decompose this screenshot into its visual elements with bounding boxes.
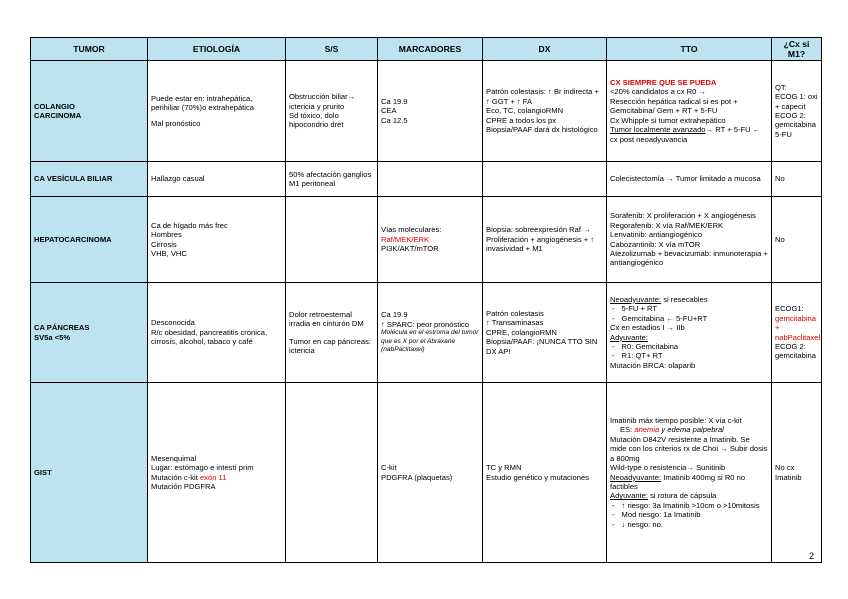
tumor-pancreas: CA PÁNCREAS SV5a <5% (31, 283, 148, 383)
row-pancreas (31, 283, 822, 383)
tto-gist: Imatinib máx tiempo posible: X vía c-kit ES: anemia y edema palpebral Mutación D842V resistente a Imatinib. Se mide con los criterios rx de Choi → Subir dosis a 800mg Wild-type o resistencia→ Sunitinib Neoadyuvante: Imatinib 400mg si R0 no factibles Adyuvante: si rotura de cápsula - ↑ riesgo: 3a Imatinib >10cm o >10mitosis - Mod riesgo: 1a Imatinib - ↓ riesgo: no. (607, 383, 772, 563)
marcadores-gist: C-kit PDGFRA (plaquetas) (378, 383, 483, 563)
row-colangio (31, 61, 822, 162)
dx-pancreas: Patrón colestasis ↑ Transaminasas CPRE, colangioRMN Biopsia/PAAF: ¡NUNCA TTO SIN DX AP! (483, 283, 607, 383)
m1-vesicula: No (772, 162, 822, 197)
marcadores-vesicula (378, 162, 483, 197)
m1-gist: No cx Imatinib (772, 383, 822, 563)
m1-hepato: No (772, 197, 822, 283)
header-tto: TTO (607, 38, 772, 61)
header-ss: S/S (286, 38, 378, 61)
etiologia-colangio: Puede estar en: intrahepática, perihiliar (70%)o extrahepática Mal pronóstico (148, 61, 286, 162)
tto-vesicula: Colecistectomía → Tumor limitado a mucosa (607, 162, 772, 197)
m1-colangio: QT: ECOG 1: oxi + capecit ECOG 2: gemcitabina 5-FU (772, 61, 822, 162)
etiologia-pancreas: Desconocida R/c obesidad, pancreatitis crónica, cirrosis, alcohol, tabaco y café (148, 283, 286, 383)
tto-colangio: CX SIEMPRE QUE SE PUEDA <20% candidatos a cx R0 → Resección hepática radical si es pot + Gemcitabina/ Gem + RT + 5-FU Cx Whipple si tumor extrahepático Tumor localmente avanzado→ RT + 5-FU ← cx post neoadyuvancia (607, 61, 772, 162)
row-hepato (31, 197, 822, 283)
header-marcadores: MARCADORES (378, 38, 483, 61)
etiologia-gist: Mesenquimal Lugar: estómago e intestí prim Mutación c-kit exón 11 Mutación PDGFRA (148, 383, 286, 563)
marcadores-hepato: Vías moleculares: Raf/MEK/ERK PI3K/AKT/mTOR (378, 197, 483, 283)
header-dx: DX (483, 38, 607, 61)
marcadores-pancreas: Ca 19.9 ↑ SPARC: peor pronóstico Molécula en el estroma del tumor que es X por el Abraxane (nabPaclitaxel) (378, 283, 483, 383)
marcadores-colangio: Ca 19.9 CEA Ca 12.5 (378, 61, 483, 162)
tumor-colangio: COLANGIO CARCINOMA (31, 61, 148, 162)
ss-vesicula: 50% afectación ganglios M1 peritoneal (286, 162, 378, 197)
header-row (31, 38, 822, 61)
header-etiologia: ETIOLOGÍA (148, 38, 286, 61)
ss-gist (286, 383, 378, 563)
row-gist (31, 383, 822, 563)
header-m1: ¿Cx si M1? (772, 38, 822, 61)
tumor-table (30, 37, 822, 563)
ss-pancreas: Dolor retroesternal irradia en cinturón DM Tumor en cap páncreas: ictericia (286, 283, 378, 383)
dx-vesicula (483, 162, 607, 197)
ss-colangio: Obstrucción biliar→ ictericia y prurito Sd tóxico, dolo hipocondrio dret (286, 61, 378, 162)
ss-hepato (286, 197, 378, 283)
tto-pancreas: Neoadyuvante: si resecables - 5-FU + RT - Gemcitabina ← 5-FU+RT Cx en estadios I → IIb Adyuvante: - R0: Gemcitabina - R1: QT+ RT Mutación BRCA: olaparib (607, 283, 772, 383)
etiologia-hepato: Ca de hígado más frec Hombres Cirrosis VHB, VHC (148, 197, 286, 283)
page-number: 2 (809, 551, 815, 561)
header-tumor: TUMOR (31, 38, 148, 61)
etiologia-vesicula: Hallazgo casual (148, 162, 286, 197)
tumor-hepato: HEPATOCARCINOMA (31, 197, 148, 283)
row-vesicula (31, 162, 822, 197)
dx-gist: TC y RMN Estudio genético y mutaciones (483, 383, 607, 563)
m1-pancreas: ECOG1: gemcitabina + nabPaclitaxel ECOG 2: gemcitabina (772, 283, 822, 383)
dx-hepato: Biopsia: sobreexpresión Raf → Proliferación + angiogénesis + ↑ invasividad + M1 (483, 197, 607, 283)
tumor-vesicula: CA VESÍCULA BILIAR (31, 162, 148, 197)
tumor-gist: GIST (31, 383, 148, 563)
dx-colangio: Patrón colestasis: ↑ Br indirecta + ↑ GGT + ↑ FA Eco, TC, colangioRMN CPRE a todos los px Biopsia/PAAF dará dx histológico (483, 61, 607, 162)
tto-hepato: Sorafenib: X proliferación + X angiogénesis Regorafenib: X vía Raf/MEK/ERK Lenvatinib: antiangiogénico Cabozantinib: X vía mTOR Atezolizumab + bevacizumab: inmunoterapia + antiangiogénico (607, 197, 772, 283)
